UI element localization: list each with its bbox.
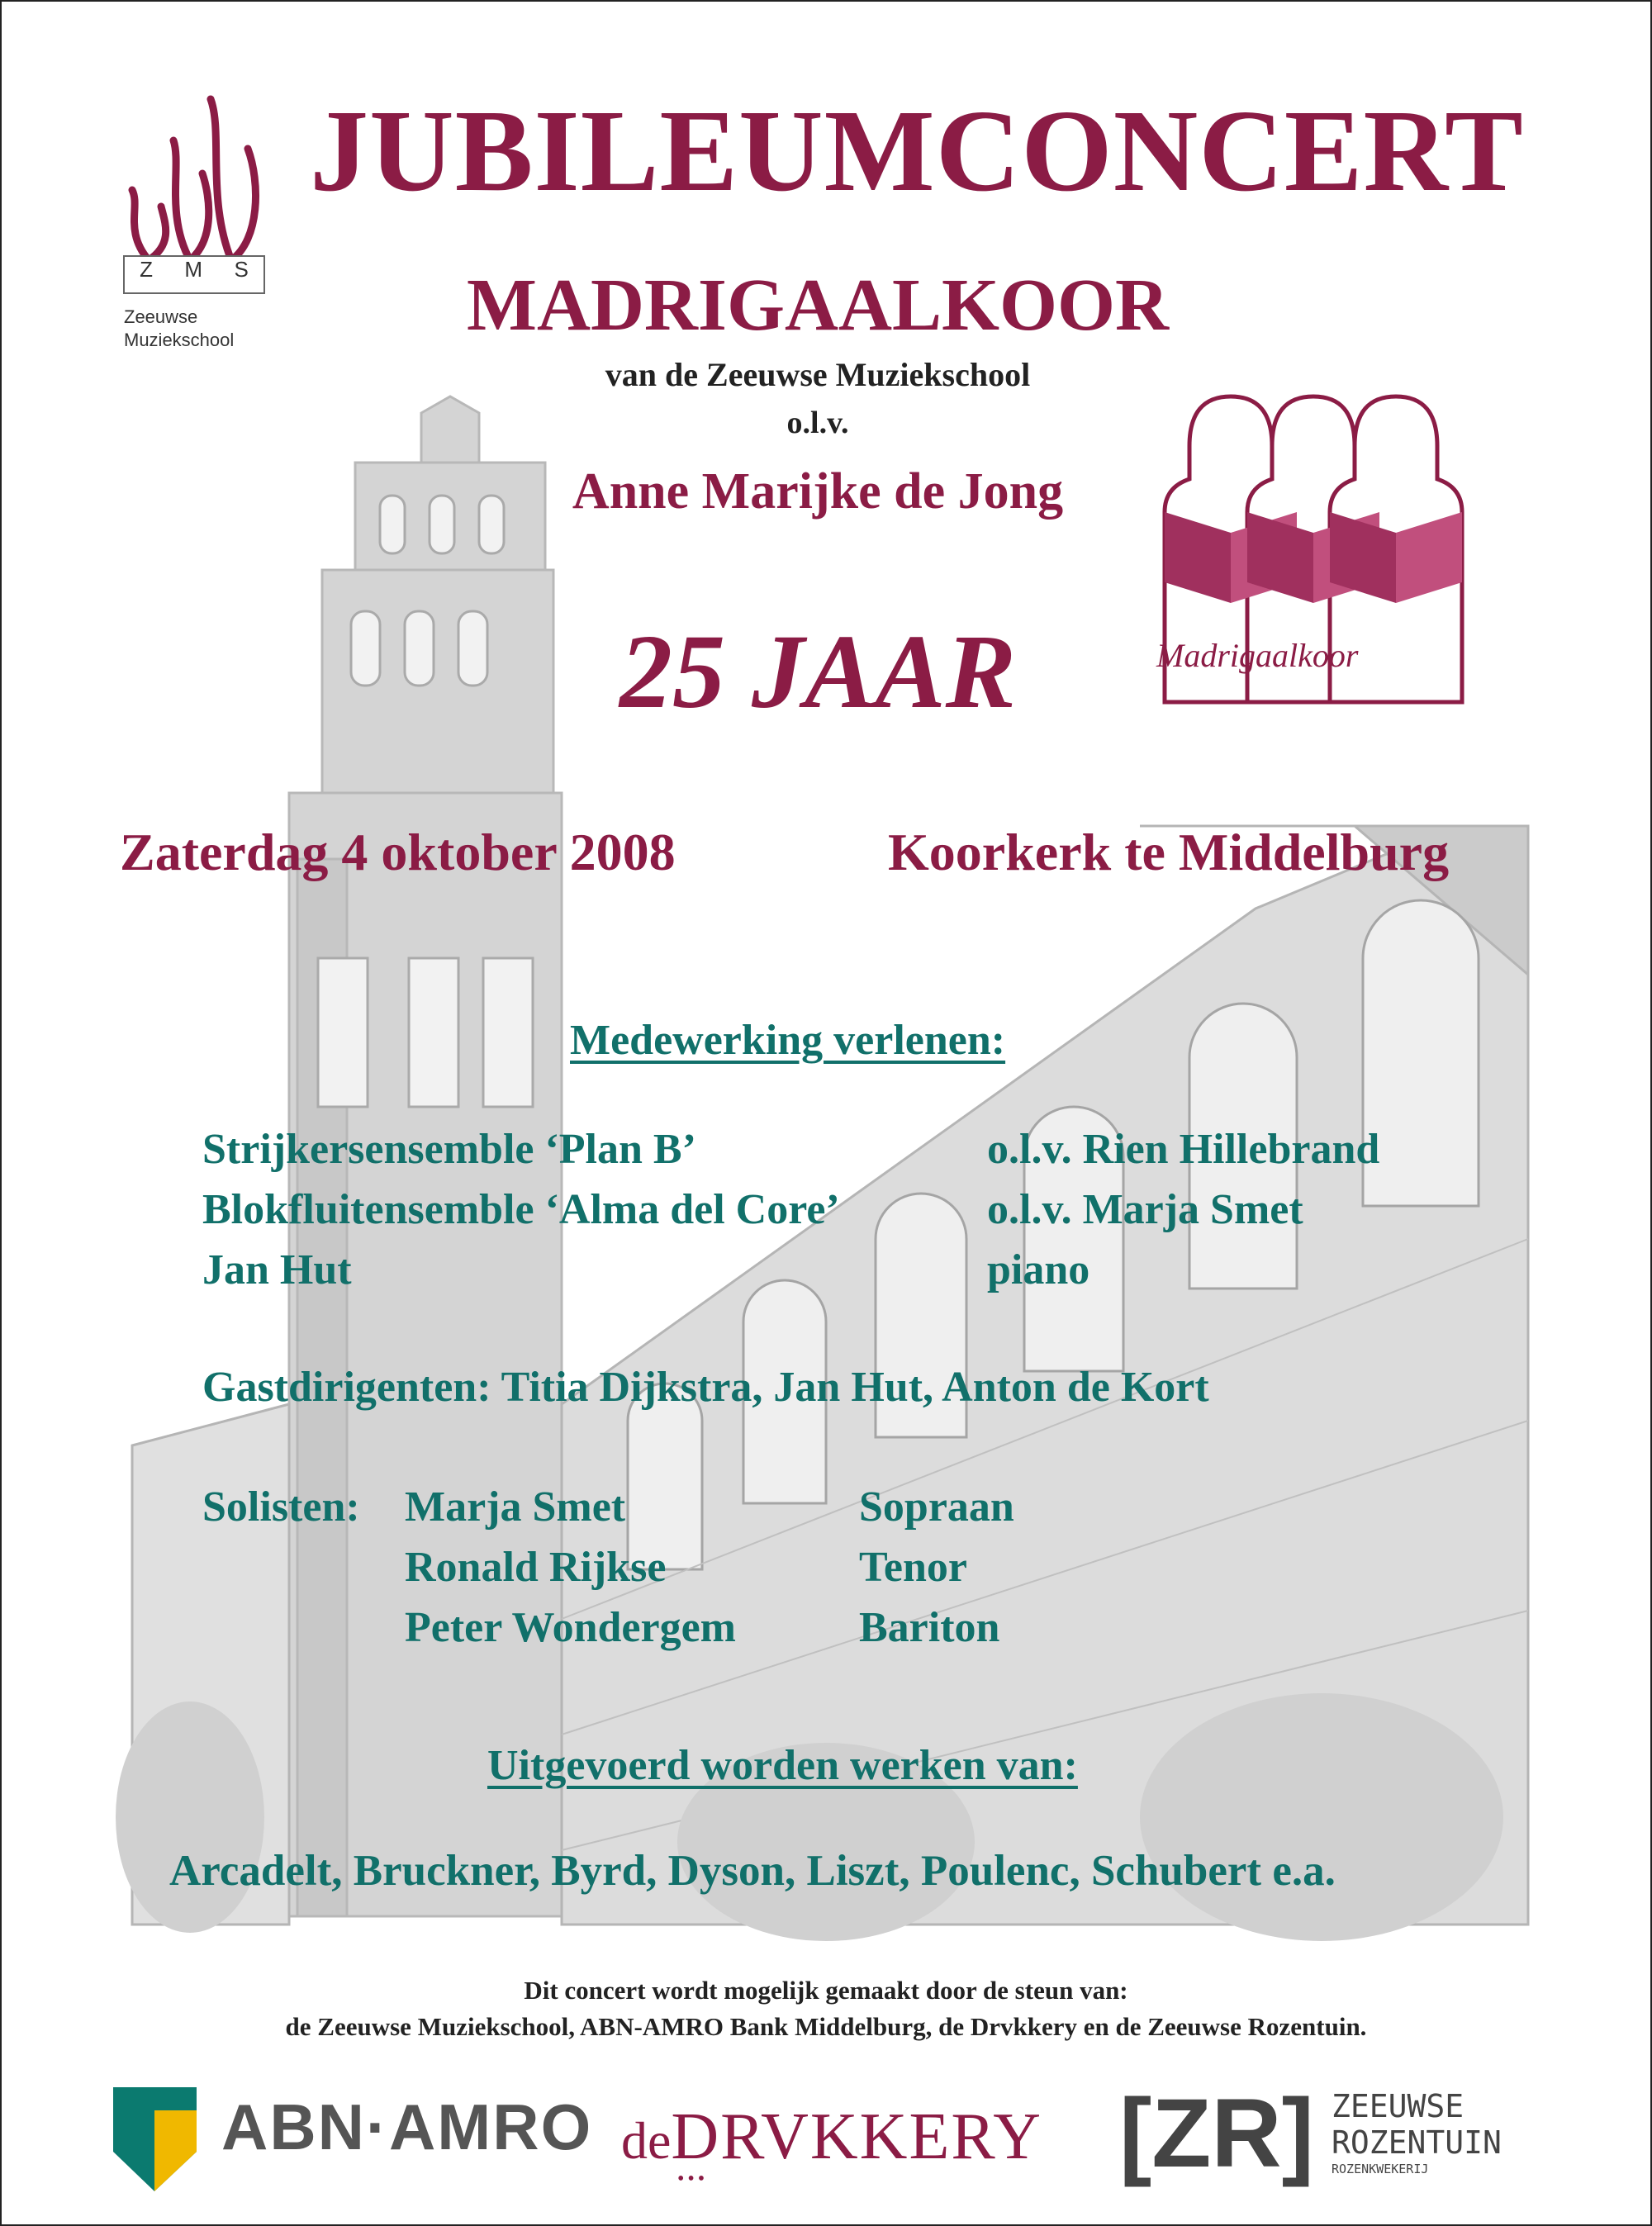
cooperation-name: Strijkersensemble ‘Plan B’	[202, 1126, 696, 1173]
zms-letter: S	[234, 257, 249, 282]
sponsor-note-line2: de Zeeuwse Muziekschool, ABN-AMRO Bank Middelburg, de Drvkkery en de Zeeuwse Rozentuin.	[285, 2012, 1367, 2041]
soloist-voice: Bariton	[859, 1604, 1000, 1651]
choir-logo-text: Madrigaalkoor	[1156, 637, 1359, 674]
zr-line3: ROZENKWEKERIJ	[1332, 2162, 1429, 2176]
sponsor-note-line1: Dit concert wordt mogelijk gemaakt door de steun van:	[524, 1976, 1128, 2005]
soloist-voice: Tenor	[859, 1544, 967, 1591]
cooperation-role: o.l.v. Rien Hillebrand	[987, 1126, 1380, 1173]
abn-amro-logo: ABN·AMRO	[221, 2091, 593, 2163]
zms-letter: M	[184, 257, 203, 282]
zeeuwse-rozentuin-logo	[1332, 2088, 1502, 2177]
cooperation-name: Jan Hut	[202, 1246, 352, 1293]
cooperation-role: o.l.v. Marja Smet	[987, 1186, 1303, 1233]
concert-date: Zaterdag 4 oktober 2008	[120, 823, 676, 881]
zms-letters	[124, 258, 264, 281]
drukkery-logo	[621, 2100, 1042, 2175]
soloists-label: Solisten:	[202, 1483, 360, 1531]
guest-conductors: Gastdirigenten: Titia Dijkstra, Jan Hut, Anton de Kort	[202, 1364, 1209, 1411]
drukkery-name: DRVKKERY	[671, 2100, 1043, 2173]
soloist-name: Peter Wondergem	[405, 1604, 736, 1651]
drukkery-dots: •••	[677, 2168, 709, 2190]
zms-name	[124, 306, 234, 352]
choir-subtitle: van de Zeeuwse Muziekschool	[605, 356, 1031, 393]
anniversary-label: 25 JAAR	[619, 613, 1017, 730]
concert-title: JUBILEUMCONCERT	[310, 85, 1524, 216]
soloist-name: Ronald Rijkse	[405, 1544, 667, 1591]
composers-list: Arcadelt, Bruckner, Byrd, Dyson, Liszt, Poulenc, Schubert e.a.	[169, 1847, 1336, 1895]
drukkery-prefix: de	[621, 2111, 672, 2170]
zms-name-line2: Muziekschool	[124, 330, 235, 350]
zr-line1: ZEEUWSE	[1332, 2088, 1464, 2124]
cooperation-heading: Medewerking verlenen:	[570, 1017, 1006, 1064]
abn-amro-shield-icon	[112, 2086, 198, 2193]
conductor-name: Anne Marijke de Jong	[572, 463, 1064, 520]
zr-mark: [ZR]	[1119, 2079, 1314, 2188]
soloist-voice: Sopraan	[859, 1483, 1014, 1531]
zms-name-line1: Zeeuwse	[124, 306, 198, 327]
soloist-name: Marja Smet	[405, 1483, 626, 1531]
zms-letter: Z	[140, 257, 154, 282]
concert-venue: Koorkerk te Middelburg	[888, 823, 1450, 881]
choir-name: MADRIGAALKOOR	[467, 264, 1169, 346]
zr-line2: ROZENTUIN	[1332, 2124, 1502, 2161]
cooperation-name: Blokfluitensemble ‘Alma del Core’	[202, 1186, 840, 1233]
works-heading: Uitgevoerd worden werken van:	[487, 1742, 1078, 1789]
cooperation-role: piano	[987, 1246, 1090, 1293]
olv-label: o.l.v.	[786, 406, 849, 440]
